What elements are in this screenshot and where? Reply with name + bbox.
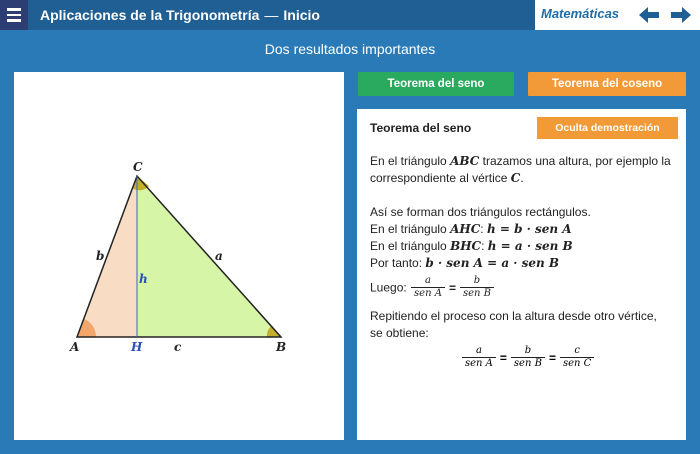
brand-box (535, 0, 700, 30)
content-panel (357, 109, 686, 440)
final-formula: $\frac{a}{\text{sen A}}$ = $\frac{b}{\text{sen B}}$ = $\frac{c}{\text{sen C}}$ (461, 345, 595, 370)
title-separator: — (264, 7, 279, 23)
tab-teorema-seno[interactable]: Teorema del seno (358, 72, 514, 96)
label-a-vertex: A (70, 340, 80, 354)
intro-line-2: correspondiente al vértice C. (370, 171, 524, 185)
tab-teorema-coseno[interactable]: Teorema del coseno (528, 72, 686, 96)
page-subtitle: Dos resultados importantes (264, 41, 436, 57)
arrow-left-icon[interactable] (638, 6, 660, 24)
app-title (40, 7, 320, 23)
portanto-line: Por tanto: b · sen A = a · sen B (370, 256, 560, 270)
repeat-line-1: Repitiendo el proceso con la altura desde otro vértice, (370, 309, 657, 323)
final-fraction-b: $\frac{b}{\text{sen B}}$ (511, 345, 545, 370)
repeat-line-2: se obtiene: (370, 326, 429, 340)
final-fraction-a: $\frac{a}{\text{sen A}}$ (462, 345, 496, 370)
brand-label: Matemáticas (541, 6, 620, 21)
luego-line: Luego: $\frac{a}{\text{sen A}}$ = $\frac{b}{\text{sen B}}$ (370, 275, 495, 300)
triangle-figure (14, 72, 344, 440)
label-b-vertex: B (276, 340, 287, 354)
menu-icon[interactable] (0, 0, 28, 30)
final-fraction-c: $\frac{c}{\text{sen C}}$ (560, 345, 594, 370)
figure-panel (14, 72, 344, 440)
label-side-a: a (215, 249, 223, 263)
fraction-a-sen-a: $\frac{a}{\text{sen A}}$ (411, 275, 445, 300)
fraction-b-sen-b: $\frac{b}{\text{sen B}}$ (460, 275, 494, 300)
label-side-c: c (174, 340, 182, 354)
bhc-line: En el triángulo BHC: h = a · sen B (370, 239, 573, 253)
content-title: Teorema del seno (370, 121, 472, 135)
arrow-right-icon[interactable] (670, 6, 692, 24)
rect-line: Así se forman dos triángulos rectángulos. (370, 205, 591, 219)
label-height-h: h (139, 272, 148, 286)
label-side-b: b (96, 249, 105, 263)
app-title-text: Aplicaciones de la Trigonometría (40, 7, 260, 23)
intro-line-1: En el triángulo ABC trazamos una altura, por ejemplo la (370, 154, 671, 168)
label-h-foot: H (131, 340, 143, 354)
label-c-vertex: C (133, 160, 143, 174)
hide-demo-button[interactable]: Oculta demostración (537, 117, 678, 139)
home-link[interactable]: Inicio (283, 7, 320, 23)
top-bar (0, 0, 700, 30)
ahc-line: En el triángulo AHC: h = b · sen A (370, 222, 572, 236)
